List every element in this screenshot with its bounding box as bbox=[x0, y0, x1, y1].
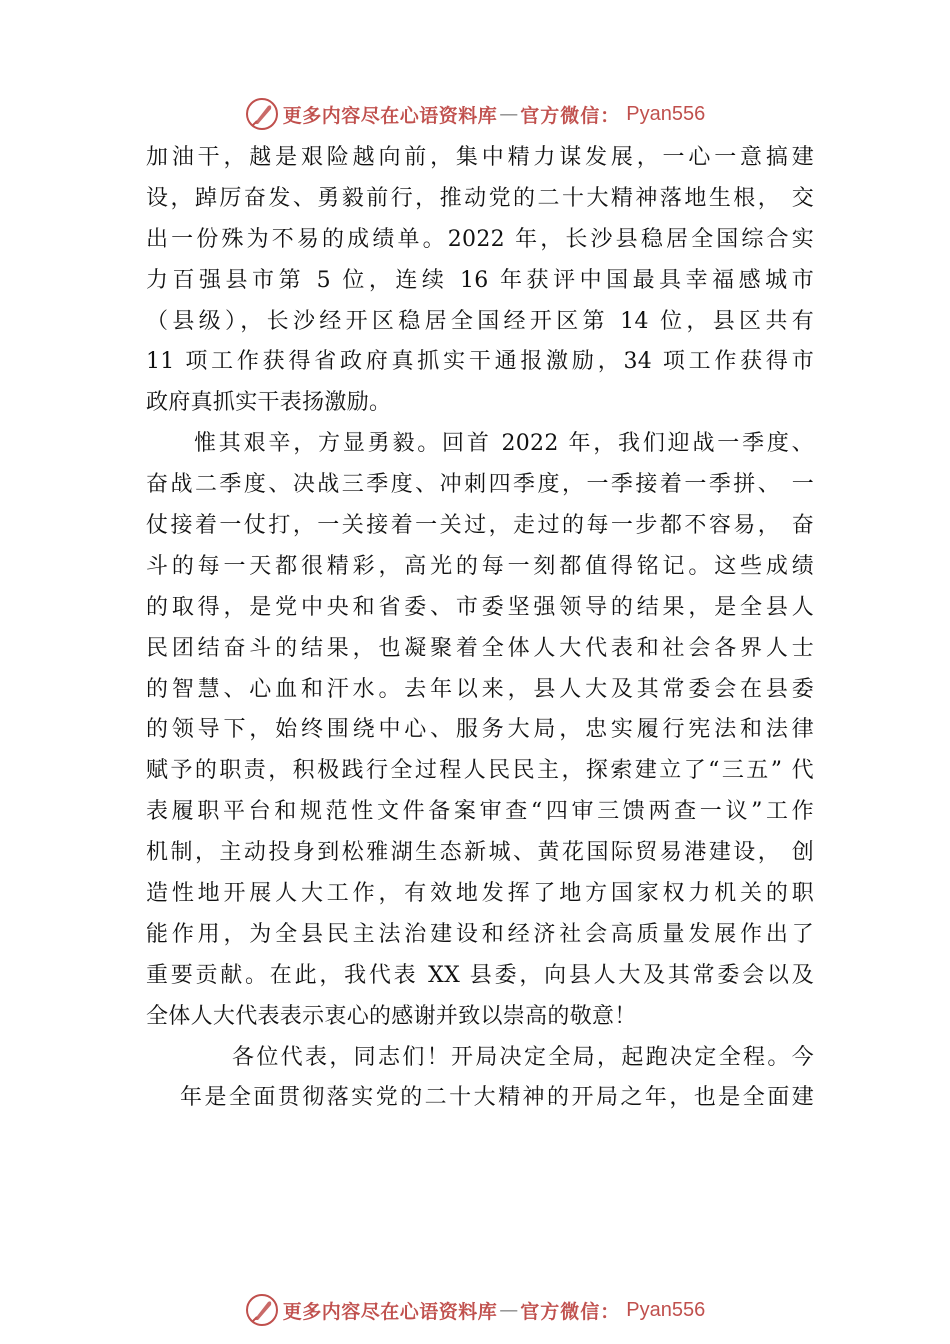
text-line: 的领导下，始终围绕中心、服务大局，忠实履行宪法和法律 bbox=[146, 717, 814, 743]
text-line: 赋予的职责，积极践行全过程人民民主，探索建立了“三五” 代 bbox=[146, 758, 814, 784]
text-line: 年是全面贯彻落实党的二十大精神的开局之年，也是全面建 bbox=[180, 1085, 814, 1111]
text-line: 加油干，越是艰险越向前，集中精力谋发展，一心一意搞建 bbox=[146, 145, 814, 170]
text-line: 惟其艰辛，方显勇毅。回首 2022 年，我们迎战一季度、 bbox=[194, 431, 814, 457]
text-line: 的取得，是党中央和省委、市委坚强领导的结果，是全县人 bbox=[146, 594, 814, 620]
text-line: 造性地开展人大工作，有效地发挥了地方国家权力机关的职 bbox=[146, 881, 814, 907]
text-line: 民团结奋斗的结果，也凝聚着全体人大代表和社会各界人士 bbox=[146, 635, 814, 661]
watermark-footer bbox=[0, 1290, 950, 1330]
quill-pen-icon bbox=[245, 1293, 279, 1327]
watermark-id: Pyan556 bbox=[626, 1298, 706, 1321]
watermark-text: 更多内容尽在心语资料库 bbox=[282, 104, 498, 127]
document-body bbox=[146, 138, 814, 1119]
text-line: （县级），长沙经开区稳居全国经开区第 14 位，县区共有 bbox=[146, 308, 814, 334]
text-line: 各位代表，同志们！开局决定全局，起跑决定全程。今 bbox=[232, 1044, 814, 1070]
watermark-id: Pyan556 bbox=[626, 102, 706, 125]
text-line: 表履职平台和规范性文件备案审查“四审三馈两查一议”工作 bbox=[146, 799, 814, 825]
text-line: 的智慧、心血和汗水。去年以来，县人大及其常委会在县委 bbox=[146, 676, 814, 702]
text-line: 设，踔厉奋发、勇毅前行，推动党的二十大精神落地生根， 交 bbox=[146, 185, 814, 211]
text-line: 斗的每一天都很精彩，高光的每一刻都值得铭记。这些成绩 bbox=[146, 553, 814, 579]
watermark-header bbox=[0, 94, 950, 134]
text-line: 力百强县市第 5 位，连续 16 年获评中国最具幸福感城市 bbox=[146, 267, 814, 293]
text-line: 政府真抓实干表扬激励。 bbox=[146, 390, 392, 416]
text-line: 全体人大代表表示衷心的感谢并致以崇高的敬意！ bbox=[146, 1003, 637, 1029]
text-line: 重要贡献。在此，我代表 XX 县委，向县人大及其常委会以及 bbox=[146, 962, 814, 988]
text-line: 出一份殊为不易的成绩单。2022 年，长沙县稳居全国综合实 bbox=[146, 226, 814, 252]
text-line: 奋战二季度、决战三季度、冲刺四季度，一季接着一季拼、 一 bbox=[146, 472, 814, 498]
watermark-dash: — bbox=[499, 1299, 519, 1321]
text-line: 仗接着一仗打，一关接着一关过，走过的每一步都不容易， 奋 bbox=[146, 513, 814, 539]
text-line: 11 项工作获得省政府真抓实干通报激励，34 项工作获得市 bbox=[146, 349, 814, 375]
text-line: 能作用，为全县民主法治建设和经济社会高质量发展作出了 bbox=[146, 921, 814, 947]
watermark-label: 官方微信： bbox=[520, 1300, 621, 1323]
watermark-text: 更多内容尽在心语资料库 bbox=[282, 1300, 498, 1323]
quill-pen-icon bbox=[245, 97, 279, 131]
text-line: 机制，主动投身到松雅湖生态新城、黄花国际贸易港建设， 创 bbox=[146, 840, 814, 866]
watermark-dash: — bbox=[499, 103, 519, 125]
watermark-label: 官方微信： bbox=[520, 104, 621, 127]
